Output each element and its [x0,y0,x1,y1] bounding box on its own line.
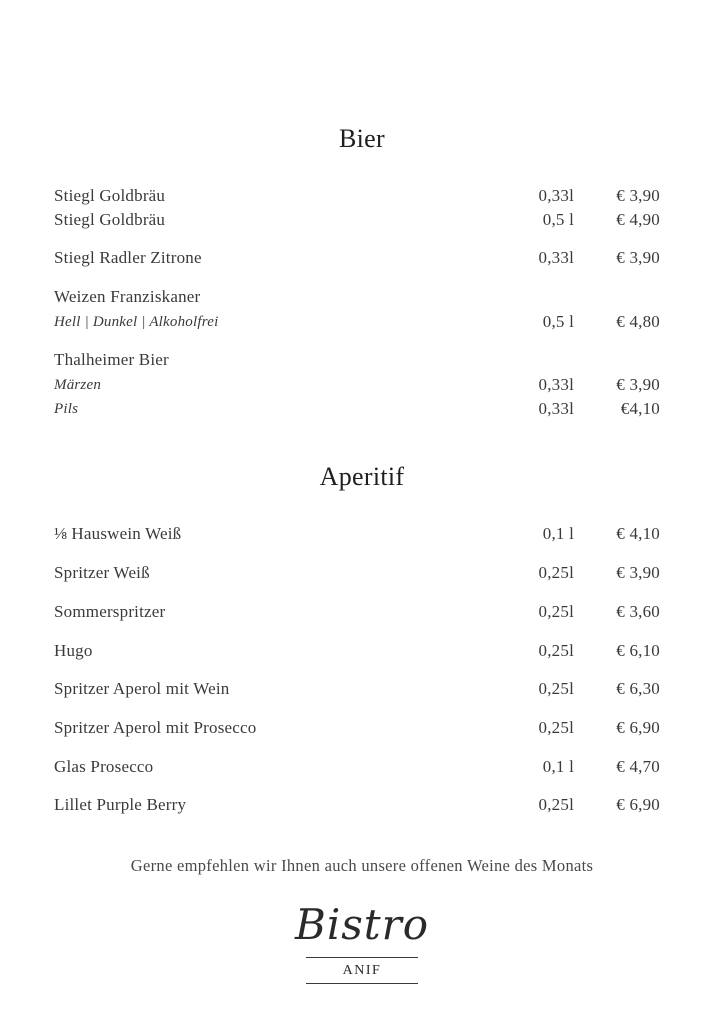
item-volume: 0,33l [538,186,574,205]
menu-row [54,600,664,624]
item-name: Spritzer Weiß [54,563,150,582]
item-name: Glas Prosecco [54,757,154,776]
item-variant: Hell | Dunkel | Alkoholfrei [54,314,219,330]
item-volume: 0,25l [538,795,574,814]
menu-row [54,677,664,701]
menu-row [54,561,664,585]
item-volume: 0,25l [538,641,574,660]
item-name: ⅛ Hauswein Weiß [54,524,182,543]
item-name: Sommerspritzer [54,602,166,621]
menu-row [54,246,664,270]
item-volume: 0,33l [538,248,574,267]
recommendation-note: Gerne empfehlen wir Ihnen auch unsere offenen Weine des Monats [130,856,594,875]
bistro-logo [262,900,462,990]
item-price: € 3,90 [616,563,660,582]
item-volume: 0,1 l [542,524,574,543]
menu-row [54,208,664,232]
item-name: Spritzer Aperol mit Prosecco [54,718,257,737]
item-price: € 3,90 [616,375,660,394]
item-name: Lillet Purple Berry [54,795,187,814]
item-price: € 3,60 [616,602,660,621]
item-volume: 0,33l [538,399,574,418]
menu-row [54,639,664,663]
menu-row [54,184,664,208]
item-price: € 4,80 [616,312,660,331]
item-price: €4,10 [620,399,660,418]
item-name: Stiegl Radler Zitrone [54,248,202,267]
menu-row [54,397,664,421]
item-name: Weizen Franziskaner [54,287,201,306]
item-price: € 6,30 [616,679,660,698]
item-name: Spritzer Aperol mit Wein [54,679,230,698]
section-title-bier: Bier [339,124,385,153]
menu-row [54,373,664,397]
item-price: € 4,90 [616,210,660,229]
menu-row [54,522,664,546]
item-variant: Pils [54,401,79,417]
item-name: Hugo [54,641,93,660]
item-variant: Märzen [54,377,102,393]
item-price: € 3,90 [616,186,660,205]
logo-divider-bottom [306,983,418,984]
item-price: € 6,90 [616,718,660,737]
menu-row [54,793,664,817]
menu-row [54,716,664,740]
item-price: € 6,10 [616,641,660,660]
menu-row [54,755,664,779]
item-name: Thalheimer Bier [54,350,169,369]
menu-row [54,310,664,334]
item-name: Stiegl Goldbräu [54,186,166,205]
item-volume: 0,1 l [542,757,574,776]
item-volume: 0,5 l [542,210,574,229]
item-volume: 0,25l [538,718,574,737]
item-name: Stiegl Goldbräu [54,210,166,229]
menu-row [54,348,664,372]
item-price: € 4,10 [616,524,660,543]
item-volume: 0,5 l [542,312,574,331]
logo-divider-top [306,957,418,958]
item-price: € 3,90 [616,248,660,267]
section-title-aperitif: Aperitif [319,462,405,491]
item-volume: 0,33l [538,375,574,394]
logo-subtitle: ANIF [342,963,382,978]
item-price: € 6,90 [616,795,660,814]
item-price: € 4,70 [616,757,660,776]
item-volume: 0,25l [538,563,574,582]
item-volume: 0,25l [538,679,574,698]
item-volume: 0,25l [538,602,574,621]
menu-row [54,285,664,309]
logo-script-text: Bistro [294,900,430,949]
